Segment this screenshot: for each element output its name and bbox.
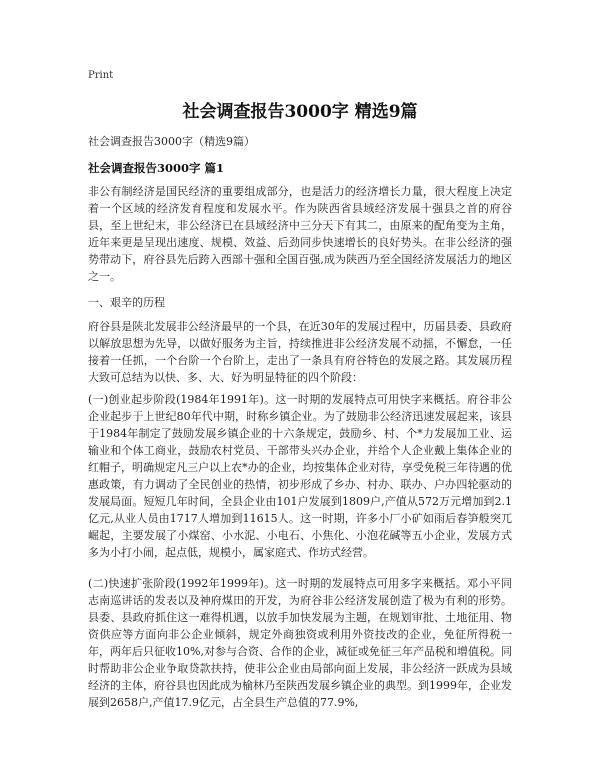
paragraph-stage-two: (二)快速扩张阶段(1992年1999年)。这一时期的发展特点可用多字来概括。邓小平同志南巡讲话的发表以及神府煤田的开发，为府谷非公经济发展创造了极为有利的形势。县委、县政府抓住这一难得机遇，以放手加快发展为主题，在规划审批、土地征用、物资供应等方面向非公企业倾斜，规定外商独资或利用外资技改的企业，免征所得税一年，两年后只征收10%,对参与合资、合作的企业，减征或免征三年产品税和增值税。同时帮助非公企业争取贷款扶持，使非公企业由局部向面上发展，非公经济一跃成为县域经济的主体，府谷县也因此成为榆林乃至陕西发展乡镇企业的典型。到1999年，企业发展到2658户,产值17.9亿元，占全县生产总值的77.9%, [88, 577, 512, 709]
paragraph-history: 府谷县是陕北发展非公经济最早的一个县，在近30年的发展过程中，历届县委、县政府以解放思想为先导，以做好服务为主旨，持续推进非公经济发展不动摇，不懈怠，一任接着一任抓，一个台阶一个台阶上，走出了一条具有府谷特色的发展之路。其发展历程大致可总结为以快、多、大、好为明显特征的四个阶段： [88, 320, 512, 384]
document-title: 社会调查报告3000字 精选9篇 [182, 102, 418, 122]
document-subtitle: 社会调查报告3000字（精选9篇） [88, 135, 255, 148]
paragraph-intro: 非公有制经济是国民经济的重要组成部分，也是活力的经济增长力量，很大程度上决定着一个区域的经济发育程度和发展水平。作为陕西省县域经济发展十强县之首的府谷县，至上世纪末，非公经济已在县域经济中三分天下有其二，由原来的配角变为主角，近年来更是呈现出速度、规模、效益、后劲同步快速增长的良好势头。在非公经济的强势带动下，府谷县先后跨入西部十强和全国百强,成为陕西乃至全国经济发展活力的地区之一。 [88, 185, 512, 283]
paragraph-stage-one: (一)创业起步阶段(1984年1991年)。这一时期的发展特点可用快字来概括。府谷非公企业起步于上世纪80年代中期，时称乡镇企业。为了鼓励非公经济迅速发展起来，该县于1984年制定了鼓励发展乡镇企业的十六条规定，鼓励乡、村、个*力发展加工业、运输业和个体工商业，鼓励农村党员、干部带头兴办企业，并给个人企业戴上集体企业的红帽子，明确规定凡三户以上农*办的企业，均按集体企业对待，享受免税三年待遇的优惠政策，有力调动了全民创业的热情，初步形成了乡办、村办、联办、户办四轮驱动的发展局面。短短几年时间，全县企业由101户发展到1809户,产值从572万元增加到2.1亿元,从业人员由1717人增加到11615人。这一时期，许多小厂小矿如雨后春笋般突兀崛起，主要发展了小煤窑、小水泥、小电石、小焦化、小泡花碱等五小企业，发展方式多为小打小闹，起点低，规模小，属家庭式、作坊式经营。 [88, 393, 512, 559]
history-heading: 一、艰辛的历程 [88, 296, 165, 309]
print-link[interactable]: Print [88, 70, 114, 81]
section-heading: 社会调查报告3000字 篇1 [88, 161, 225, 175]
